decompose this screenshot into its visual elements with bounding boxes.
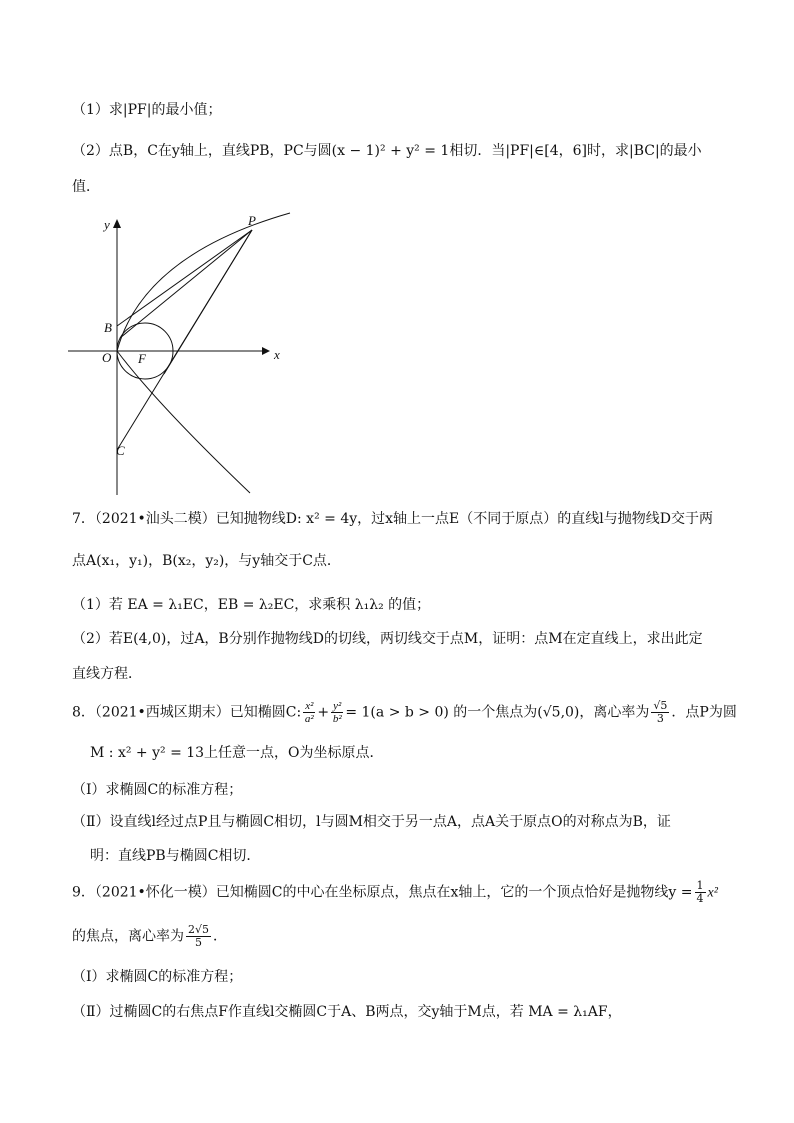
frac-ecc-q8: $\frac{√5}{3}$	[653, 699, 668, 725]
q6-part2-line2: 值．	[72, 179, 100, 195]
q7-part1: （1）若 EA = λ₁EC，EB = λ₂EC，求乘积 λ₁λ₂ 的值；	[72, 597, 431, 613]
q7-line1: 7．（2021•汕头二模）已知抛物线D: x² = 4y，过x轴上一点E（不同于原点）的直线l与抛物线D交于两	[72, 511, 713, 527]
label-C: C	[116, 443, 125, 458]
label-x: x	[274, 347, 280, 362]
label-O: O	[102, 350, 112, 365]
q7-part2-line1: （2）若E(4,0)，过A，B分别作抛物线D的切线，两切线交于点M，证明：点M在定直线上，求出此定	[72, 631, 703, 647]
frac-x-over-a: $\frac{\text{x²}}{\text{a²}}$	[304, 700, 314, 725]
q9-line2: 的焦点，离心率为 $\frac{2√5}{5}$ ．	[72, 923, 228, 949]
q7-part2-line2: 直线方程．	[72, 666, 142, 682]
line-P-circle-lower	[164, 230, 252, 374]
line-P-circle-upper	[120, 230, 252, 338]
frac-ecc-q9: $\frac{2√5}{5}$	[188, 923, 210, 949]
label-y: y	[104, 217, 110, 232]
q9-intro: 9．（2021•怀化一模）已知椭圆C的中心在坐标原点，焦点在x轴上，它的一个顶点恰好是抛物线y =	[72, 884, 693, 901]
q8-partI: （Ⅰ）求椭圆C的标准方程；	[72, 782, 243, 798]
label-B: B	[104, 320, 112, 335]
q9-partI: （Ⅰ）求椭圆C的标准方程；	[72, 969, 243, 985]
q8-line1: 8．（2021•西城区期末）已知椭圆C: $\frac{\text{x²}}{\text{a²}}$ + $\frac{\text{y²}}{\text{b²}}$ = 1(a > b > 0) 的一个焦点为(√5,0)，离心率为 $\frac{√5}{3}$ ．点P为圆	[72, 699, 737, 725]
q9-x-squared: x²	[707, 885, 718, 901]
q9-ecc-text: 的焦点，离心率为	[72, 928, 184, 945]
y-axis-arrow	[113, 219, 121, 228]
q6-part2-line1: （2）点B，C在y轴上，直线PB，PC与圆(x − 1)² + y² = 1相切．当|PF|∈[4，6]时，求|BC|的最小	[72, 143, 702, 159]
q8-point-text: ．点P为圆	[671, 704, 737, 721]
q8-line2: M : x² + y² = 13上任意一点，O为坐标原点．	[90, 745, 384, 761]
q8-intro: 8．（2021•西城区期末）已知椭圆C:	[72, 704, 302, 721]
line-PB	[117, 230, 252, 326]
q6-part1: （1）求|PF|的最小值；	[72, 102, 222, 118]
label-F: F	[138, 351, 146, 366]
x-axis-arrow	[262, 347, 270, 355]
q9-partII: （Ⅱ）过椭圆C的右焦点F作直线l交椭圆C于A、B两点，交y轴于M点，若 MA = λ₁AF，	[72, 1004, 622, 1020]
q8-focus-text: = 1(a > b > 0) 的一个焦点为(√5,0)，离心率为	[345, 704, 650, 721]
frac-y-over-b: $\frac{\text{y²}}{\text{b²}}$	[332, 700, 342, 725]
q8-partII-line2: 明：直线PB与椭圆C相切．	[90, 848, 261, 864]
label-P: P	[248, 213, 256, 228]
q8-partII-line1: （Ⅱ）设直线l经过点P且与椭圆C相切，l与圆M相交于另一点A，点A关于原点O的对称点为B，证	[72, 814, 671, 830]
frac-one-quarter: $\frac{1}{4}$	[696, 879, 704, 905]
q9-line1	[72, 880, 718, 905]
q7-line2: 点A(x₁，y₁)，B(x₂，y₂)，与y轴交于C点．	[72, 553, 341, 569]
parabola-circle-figure	[68, 205, 298, 505]
